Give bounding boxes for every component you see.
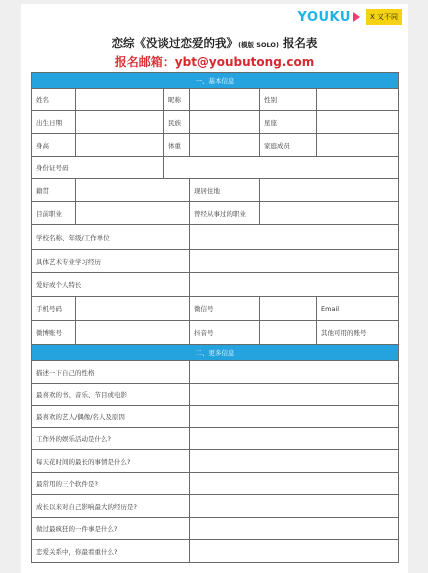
section-basic-info: 一、基本信息 [32,73,399,89]
label-nickname: 昵称 [164,89,190,111]
label-hobbies: 爱好或个人特长 [32,273,190,297]
question-label: 每天花时间的最长的事情是什么? [32,450,190,473]
label-phone: 手机号码 [32,297,76,321]
label-height: 身高 [32,134,76,157]
label-family: 家庭成员 [260,134,317,157]
label-art-experience: 具体艺术专业学习经历 [32,250,190,273]
label-residence: 现居住地 [190,179,260,202]
field-hometown[interactable] [76,179,190,202]
field-weibo[interactable] [76,321,190,345]
title-main: 恋综《没谈过恋爱的我》 [111,36,239,50]
email-address[interactable]: ybt@youbutong.com [174,55,315,69]
section-more-info: 二、更多信息 [32,345,399,361]
answer-field[interactable] [190,495,399,518]
label-birth-date: 出生日期 [32,111,76,134]
label-past-jobs: 曾经从事过的职业 [190,202,260,225]
field-birth-date[interactable] [76,111,164,134]
label-douyin: 抖音号 [190,321,260,345]
youku-logo-text: YOUKU [297,9,351,25]
label-occupation: 目前职业 [32,202,76,225]
field-wechat[interactable] [260,297,317,321]
label-weight: 体重 [164,134,190,157]
question-label: 工作外的娱乐活动是什么? [32,428,190,450]
youbutong-logo-text: X 又不同 [369,13,398,21]
label-weibo: 微博账号 [32,321,76,345]
label-other-social: 其他可用的账号 [317,321,399,345]
field-nickname[interactable] [190,89,260,111]
label-gender: 性别 [260,89,317,111]
youbutong-logo [366,9,402,25]
answer-field[interactable] [190,473,399,495]
field-past-jobs[interactable] [260,202,399,225]
answer-field[interactable] [190,450,399,473]
field-zodiac[interactable] [317,111,399,134]
label-zodiac: 星座 [260,111,317,134]
field-phone[interactable] [76,297,190,321]
application-form-page [21,4,408,573]
logo-bar [298,7,403,27]
answer-field[interactable] [190,406,399,428]
field-school[interactable] [190,225,399,250]
field-gender[interactable] [317,89,399,111]
question-label: 最喜欢的书、音乐、节目或电影 [32,384,190,406]
answer-field[interactable] [190,384,399,406]
application-form-table [31,72,399,563]
field-hobbies[interactable] [190,273,399,297]
field-height[interactable] [76,134,164,157]
question-label: 成长以来对自己影响最大的经历是? [32,495,190,518]
answer-field[interactable] [190,518,399,540]
question-label: 最喜欢的艺人/偶像/名人及原因 [32,406,190,428]
title-tag: (模版 SOLO) [238,41,279,49]
field-residence[interactable] [260,179,399,202]
application-email [21,53,408,70]
question-label: 描述一下自己的性格 [32,361,190,384]
title-suffix: 报名表 [282,36,318,50]
field-occupation[interactable] [76,202,190,225]
question-label: 做过最疯狂的一件事是什么? [32,518,190,540]
label-ethnicity: 民族 [164,111,190,134]
page-title [21,35,408,51]
label-name: 姓名 [32,89,76,111]
email-label: 报名邮箱： [114,55,175,69]
question-label: 恋爱关系中，你最看重什么? [32,540,190,563]
field-weight[interactable] [190,134,260,157]
answer-field[interactable] [190,361,399,384]
label-school: 学校名称、年级/工作单位 [32,225,190,250]
field-id-number[interactable] [164,157,399,179]
field-art-experience[interactable] [190,250,399,273]
field-douyin[interactable] [260,321,317,345]
label-wechat: 微信号 [190,297,260,321]
field-name[interactable] [76,89,164,111]
label-hometown: 籍贯 [32,179,76,202]
question-label: 最常用的三个软件是? [32,473,190,495]
label-email: Email [317,297,399,321]
field-family[interactable] [317,134,399,157]
answer-field[interactable] [190,540,399,563]
play-icon [353,12,360,22]
label-id-number: 身份证号码 [32,157,164,179]
answer-field[interactable] [190,428,399,450]
youku-logo [298,10,360,25]
field-ethnicity[interactable] [190,111,260,134]
